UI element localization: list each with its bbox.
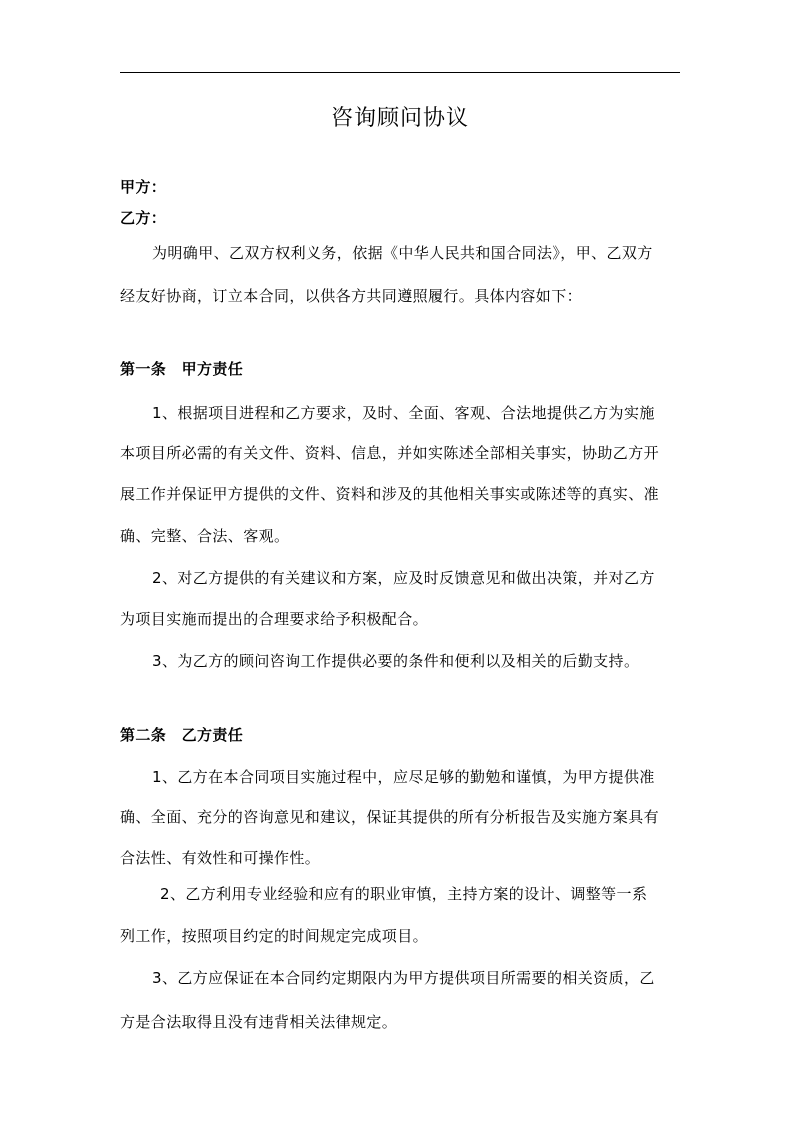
article-1-clause-1-line: 确、完整、合法、客观。: [120, 527, 290, 545]
article-1-clause-2-line: 2、对乙方提供的有关建议和方案，应及时反馈意见和做出决策，并对乙方: [152, 569, 655, 587]
party-a-label: 甲方：: [120, 178, 167, 196]
intro-line: 经友好协商，订立本合同，以供各方共同遵照履行。具体内容如下：: [120, 287, 583, 305]
article-2-clause-3-line: 3、乙方应保证在本合同约定期限内为甲方提供项目所需要的相关资质，乙: [152, 969, 655, 987]
article-2-clause-3-line: 方是合法取得且没有违背相关法律规定。: [120, 1013, 398, 1031]
article-2-heading: 第二条 乙方责任: [120, 726, 244, 744]
header-rule: [120, 72, 680, 73]
article-2-clause-2-line: 2、乙方利用专业经验和应有的职业审慎，主持方案的设计、调整等一系: [160, 885, 648, 903]
article-1-clause-3-line: 3、为乙方的顾问咨询工作提供必要的条件和便利以及相关的后勤支持。: [152, 652, 640, 670]
article-1-clause-1-line: 展工作并保证甲方提供的文件、资料和涉及的其他相关事实或陈述等的真实、准: [120, 485, 660, 503]
article-1-clause-1-line: 1、根据项目进程和乙方要求，及时、全面、客观、合法地提供乙方为实施: [152, 404, 655, 422]
article-1-clause-2-line: 为项目实施而提出的合理要求给予积极配合。: [120, 610, 429, 628]
article-1-clause-1-line: 本项目所必需的有关文件、资料、信息，并如实陈述全部相关事实，协助乙方开: [120, 444, 660, 462]
article-2-clause-1-line: 确、全面、充分的咨询意见和建议，保证其提供的所有分析报告及实施方案具有: [120, 808, 660, 826]
article-2-clause-2-line: 列工作，按照项目约定的时间规定完成项目。: [120, 927, 429, 945]
article-1-heading: 第一条 甲方责任: [120, 360, 244, 378]
party-b-label: 乙方：: [120, 209, 167, 227]
document-title: 咨询顾问协议: [330, 106, 469, 131]
article-2-clause-1-line: 1、乙方在本合同项目实施过程中，应尽足够的勤勉和谨慎，为甲方提供准: [152, 768, 655, 786]
intro-line: 为明确甲、乙双方权利义务，依据《中华人民共和国合同法》，甲、乙双方: [152, 244, 653, 262]
article-2-clause-1-line: 合法性、有效性和可操作性。: [120, 849, 321, 867]
